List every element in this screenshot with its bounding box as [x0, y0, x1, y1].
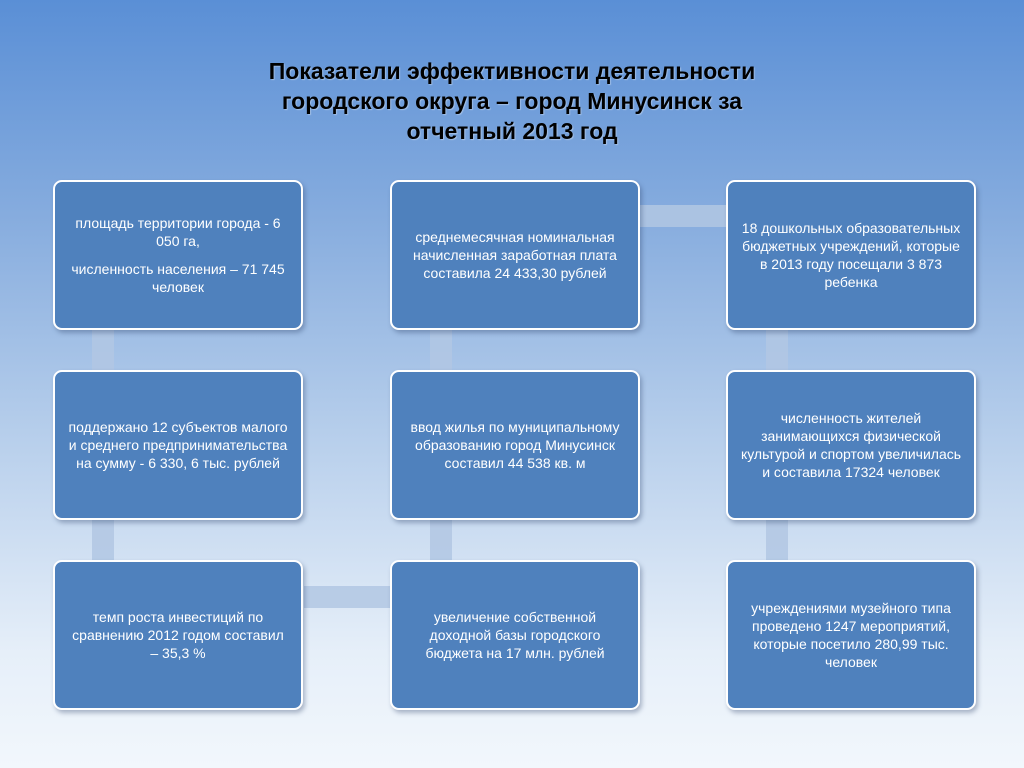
box-housing-text: ввод жилья по муниципальному образованию город Минусинск составил 44 538 кв. м — [410, 419, 620, 471]
box-budget — [390, 560, 640, 710]
box-museum — [726, 560, 976, 710]
connector-housing-to-wage — [430, 330, 452, 370]
box-housing — [390, 370, 640, 520]
box-budget-text: увеличение собственной доходной базы городского бюджета на 17 млн. рублей — [425, 609, 605, 661]
connector-business-to-investment — [92, 520, 114, 560]
box-small-business — [53, 370, 303, 520]
slide-title-line-2: городского округа – город Минусинск за — [281, 88, 743, 114]
connector-area-to-business — [92, 330, 114, 370]
connector-investment-to-budget — [304, 586, 390, 608]
slide-title-line-1: Показатели эффективности деятельности — [268, 58, 756, 84]
box-preschool-text: 18 дошкольных образовательных бюджетных учреждений, которые в 2013 году посещали 3 873 ребенка — [741, 220, 961, 290]
box-wage — [390, 180, 640, 330]
box-investment-text: темп роста инвестиций по сравнению 2012 годом составил – 35,3 % — [72, 609, 284, 661]
connector-sport-to-museum — [766, 520, 788, 560]
slide-title — [212, 56, 812, 146]
slide-title-line-3: отчетный 2013 год — [406, 118, 618, 144]
box-area-population — [53, 180, 303, 330]
box-museum-text: учреждениями музейного типа проведено 1247 мероприятий, которые посетило 280,99 тыс. человек — [751, 600, 951, 670]
box-area-text: площадь территории города - 6 050 га, — [75, 215, 281, 249]
connector-preschool-to-sport — [766, 330, 788, 370]
box-preschool — [726, 180, 976, 330]
connector-wage-to-preschool — [640, 205, 726, 227]
box-wage-text: среднемесячная номинальная начисленная заработная плата составила 24 433,30 рублей — [413, 229, 617, 281]
box-population-text: численность населения – 71 745 человек — [71, 261, 285, 295]
connector-budget-to-housing — [430, 520, 452, 560]
box-sport-text: численность жителей занимающихся физической культурой и спортом увеличилась и составила 17324 человек — [740, 410, 962, 480]
box-investment — [53, 560, 303, 710]
box-small-business-text: поддержано 12 субъектов малого и среднего предпринимательства на сумму - 6 330, 6 тыс. рублей — [68, 419, 288, 471]
box-sport — [726, 370, 976, 520]
